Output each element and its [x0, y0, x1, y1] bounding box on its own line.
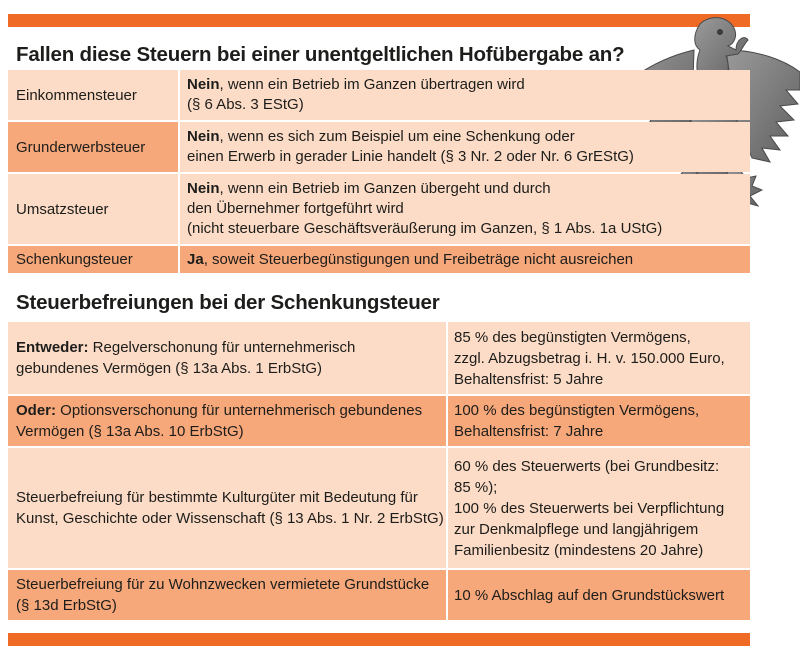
exemption-text: (§ 13d ErbStG) — [16, 597, 117, 614]
exemption-text: Steuerbefreiung für zu Wohnzwecken vermietete Grundstücke — [16, 576, 430, 593]
benefit-cell — [448, 448, 750, 568]
exemption-cell — [8, 396, 446, 446]
answer-keyword: Nein — [187, 128, 220, 145]
benefit-text: 85 %); — [454, 478, 498, 496]
benefit-text: 60 % des Steuerwerts (bei Grundbesitz: — [454, 457, 720, 475]
table-row — [8, 322, 750, 394]
benefit-cell — [448, 322, 750, 394]
benefit-text: zur Denkmalpflege und langjährigem — [454, 520, 699, 538]
table-row — [8, 174, 750, 244]
table-row — [8, 70, 750, 120]
exemption-text: gebundenes Vermögen (§ 13a Abs. 1 ErbStG) — [16, 360, 323, 377]
exemption-cell — [8, 448, 446, 568]
tax-name-cell — [8, 174, 178, 244]
tax-name-cell — [8, 70, 178, 120]
tax-name-cell — [8, 122, 178, 172]
tax-answer-cell — [180, 70, 750, 120]
exemption-text: Steuerbefreiung für bestimmte Kulturgüter mit Bedeutung für — [16, 489, 418, 506]
tax-name: Umsatzsteuer — [16, 200, 109, 218]
answer-text: (nicht steuerbare Geschäftsveräußerung im Ganzen, § 1 Abs. 1a UStG) — [187, 220, 663, 237]
tax-name: Schenkungsteuer — [16, 251, 133, 268]
answer-keyword: Nein — [187, 180, 220, 197]
exemption-lead: Oder: — [16, 402, 57, 419]
section-2-title: Steuerbefreiungen bei der Schenkungsteuer — [16, 291, 440, 314]
exemption-text: Vermögen (§ 13a Abs. 10 ErbStG) — [16, 423, 244, 440]
tax-answer-cell — [180, 246, 750, 273]
answer-text: , soweit Steuerbegünstigungen und Freibeträge nicht ausreichen — [203, 250, 634, 268]
exemption-cell — [8, 570, 446, 620]
benefit-text: 100 % des begünstigten Vermögens, — [454, 402, 700, 419]
answer-text: , wenn ein Betrieb im Ganzen übergeht und durch — [219, 180, 551, 197]
section-1-title: Fallen diese Steuern bei einer unentgeltlichen Hofübergabe an? — [16, 43, 625, 66]
benefit-text: 10 % Abschlag auf den Grundstückswert — [454, 586, 725, 604]
benefit-text: 100 % des Steuerwerts bei Verpflichtung — [454, 499, 725, 517]
exemption-text: Regelverschonung für unternehmerisch — [88, 339, 356, 356]
tax-answer-cell — [180, 174, 750, 244]
exemption-text: Kunst, Geschichte oder Wissenschaft (§ 13 Abs. 1 Nr. 2 ErbStG) — [16, 510, 444, 527]
table-row — [8, 448, 750, 568]
answer-keyword: Ja — [187, 250, 204, 268]
table-row — [8, 246, 750, 273]
tax-name-cell — [8, 246, 178, 273]
benefit-text: Behaltensfrist: 5 Jahre — [454, 370, 604, 388]
bottom-accent-bar — [8, 633, 750, 646]
answer-text: , wenn es sich zum Beispiel um eine Schenkung oder — [219, 128, 575, 145]
answer-text: , wenn ein Betrieb im Ganzen übertragen wird — [219, 76, 525, 93]
answer-text: (§ 6 Abs. 3 EStG) — [187, 96, 304, 113]
answer-keyword: Nein — [187, 76, 220, 93]
tax-name: Einkommensteuer — [16, 86, 137, 104]
tax-name: Grunderwerbsteuer — [16, 138, 146, 156]
exemption-text: Optionsverschonung für unternehmerisch gebundenes — [56, 402, 423, 419]
tax-answer-cell — [180, 122, 750, 172]
table-row — [8, 396, 750, 446]
exemption-lead: Entweder: — [16, 339, 89, 356]
benefit-text: zzgl. Abzugsbetrag i. H. v. 150.000 Euro, — [454, 349, 725, 367]
benefit-text: Behaltensfrist: 7 Jahre — [454, 423, 604, 440]
answer-text: den Übernehmer fortgeführt wird — [187, 200, 404, 217]
table-row — [8, 570, 750, 620]
benefit-text: 85 % des begünstigten Vermögens, — [454, 328, 691, 346]
benefit-text: Familienbesitz (mindestens 20 Jahre) — [454, 541, 704, 559]
exemption-cell — [8, 322, 446, 394]
table-row — [8, 122, 750, 172]
answer-text: einen Erwerb in gerader Linie handelt (§ 3 Nr. 2 oder Nr. 6 GrEStG) — [187, 148, 634, 165]
benefit-cell — [448, 570, 750, 620]
benefit-cell — [448, 396, 750, 446]
